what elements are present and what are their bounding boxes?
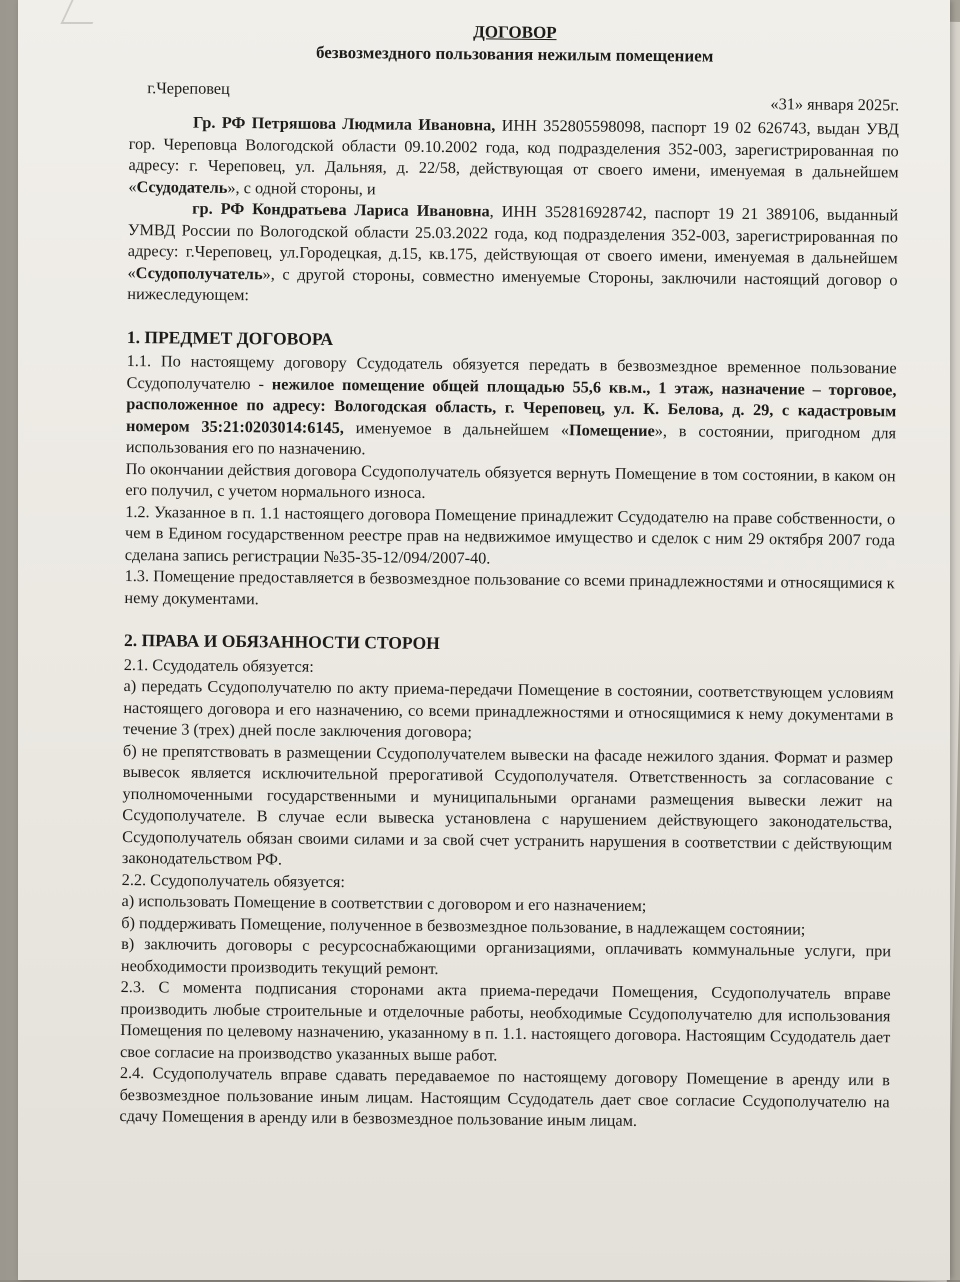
party2-tail: », с другой стороны, совместно именуемые Стороны, заключили настоящий договор о нижеследующем: — [127, 263, 898, 305]
clause-1-3: 1.3. Помещение предоставляется в безвозмездное пользование со всеми принадлежностями и относящимися к нему документами. — [124, 565, 895, 608]
party1-details: ИНН 352805598098, паспорт 19 02 626743, выдан УВД гор. Череповца Вологодской области 09.10.2002 года, код подразделения 352-003, зарегистрированная по адресу: г. Череповец, ул. Дальняя, д. 22/58, действующая от своего имени, именуемая в дальнейшем « — [128, 115, 900, 196]
document-city: г.Череповец — [147, 78, 230, 98]
clause-2-4: 2.4. Ссудополучатель вправе сдавать передаваемое по настоящему договору Помещение в аренду или в безвозмездное пользование иным лицам. Настоящим Ссудодатель дает свое согласие Ссудополучателю на сдачу Помещения в аренду или в безвозмездное пользование иным лицам. — [119, 1062, 890, 1130]
section1-heading: 1. ПРЕДМЕТ ДОГОВОРА — [126, 326, 334, 349]
clause-2-2: 2.2. Ссудополучатель обязуется: — [121, 869, 346, 891]
preamble-party1 — [128, 111, 899, 204]
clause-2-1-a: а) передать Ссудополучателю по акту приема-передачи Помещение в состоянии, соответствующем условиям настоящего договора и его назначению, со всеми принадлежностями и относящимися к нему документами в течение 3 (трех) дней после заключения договора; — [123, 675, 894, 742]
clause-1-1-mid: именуемое в дальнейшем « — [343, 417, 570, 439]
party2-details: , ИНН 352816928742, паспорт 19 21 389106, выданный УМВД России по Вологодской области 25.03.2022 года, код подразделения 352-003, зарегистрированная по адресу: г.Череповец, ул.Городецкая, д.15, кв.175, действующая от своего имени, именуемая в дальнейшем « — [127, 201, 899, 282]
party1-tail: », с одной стороны, и — [227, 177, 376, 198]
clause-1-1-end: », в состоянии, пригодном для использования его по назначению. — [125, 420, 897, 459]
clause-2-1: 2.1. Ссудодатель обязуется: — [123, 654, 314, 676]
document-body — [119, 18, 900, 1134]
document-page — [18, 0, 950, 1280]
clause-2-1-b: б) не препятствовать в размещении Ссудополучателем вывески на фасаде нежилого здания. Формат и размер вывесок является исключительной прерогативой Ссудополучателя. Ответственность за согласование с уполномоченными государственными и муниципальными органами размещения вывески лежит на Ссудополучателе. В случае если вывеска установлена с нарушением действующего законодательства, Ссудополучатель обязан своими силами и за свой счет устранить нарушения в соответствии с действующим законодательством РФ. — [121, 740, 894, 869]
party1-role: Ссудодатель — [136, 176, 228, 197]
clause-2-2-b: б) поддерживать Помещение, полученное в безвозмездное пользование, в надлежащем состоянии; — [121, 912, 806, 939]
clause-1-1-property: нежилое помещение общей площадью 55,6 кв.м., 1 этаж, назначение – торговое, расположенное по адресу: Вологодская область, г. Череповец, ул. К. Белова, д. 29, с кадастровым номером 35:21:0203014:6145, — [126, 373, 897, 437]
section2-heading: 2. ПРАВА И ОБЯЗАННОСТИ СТОРОН — [123, 629, 440, 654]
document-date: «31» января 2025г. — [770, 94, 900, 115]
party2-name: гр. РФ Кондратьева Лариса Ивановна — [192, 198, 490, 221]
clause-1-1-return: По окончании действия договора Ссудополучатель обязуется вернуть Помещение в том состоянии, в каком он его получил, с учетом нормального износа. — [125, 458, 896, 502]
clause-1-1-start: 1.1. По настоящему договору Ссудодатель обязуется передать в безвозмездное временное пользование Ссудополучателю - — [126, 350, 897, 393]
clause-2-3: 2.3. С момента подписания сторонами акта приема-передачи Помещения, Ссудополучатель вправе производить любые строительные и отделочные работы, необходимые Ссудополучателю для использования Помещения по целевому назначению, указанному в п. 1.1. настоящего договора. Настоящим Ссудодатель дает свое согласие на производство указанных выше работ. — [119, 976, 891, 1065]
clause-1-1-term: Помещение — [568, 419, 655, 440]
party1-name: Гр. РФ Петряшова Людмила Ивановна, — [192, 112, 496, 135]
party2-role: Ссудополучатель — [135, 262, 263, 283]
clause-1-1 — [126, 350, 897, 465]
preamble-party2 — [127, 197, 898, 312]
clause-1-2: 1.2. Указанное в п. 1.1 настоящего договора Помещение принадлежит Ссудодателю на праве собственности, о чем в Едином государственном реестре прав на недвижимое имущество и сделок с ним 29 октября 2007 года сделана запись регистрации №35-35-12/094/2007-40. — [124, 501, 896, 567]
staple-mark — [60, 0, 103, 24]
city-date-row — [129, 67, 899, 118]
document-title: ДОГОВОР — [473, 22, 557, 43]
document-subtitle: безвозмездного пользования нежилым помещением — [315, 42, 714, 66]
clause-2-2-c: в) заключить договоры с ресурсоснабжающими организациями, оплачивать коммунальные услуги, при необходимости производить текущий ремонт. — [120, 933, 892, 978]
clause-2-2-a: а) использовать Помещение в соответствии с договором и его назначением; — [121, 890, 647, 915]
